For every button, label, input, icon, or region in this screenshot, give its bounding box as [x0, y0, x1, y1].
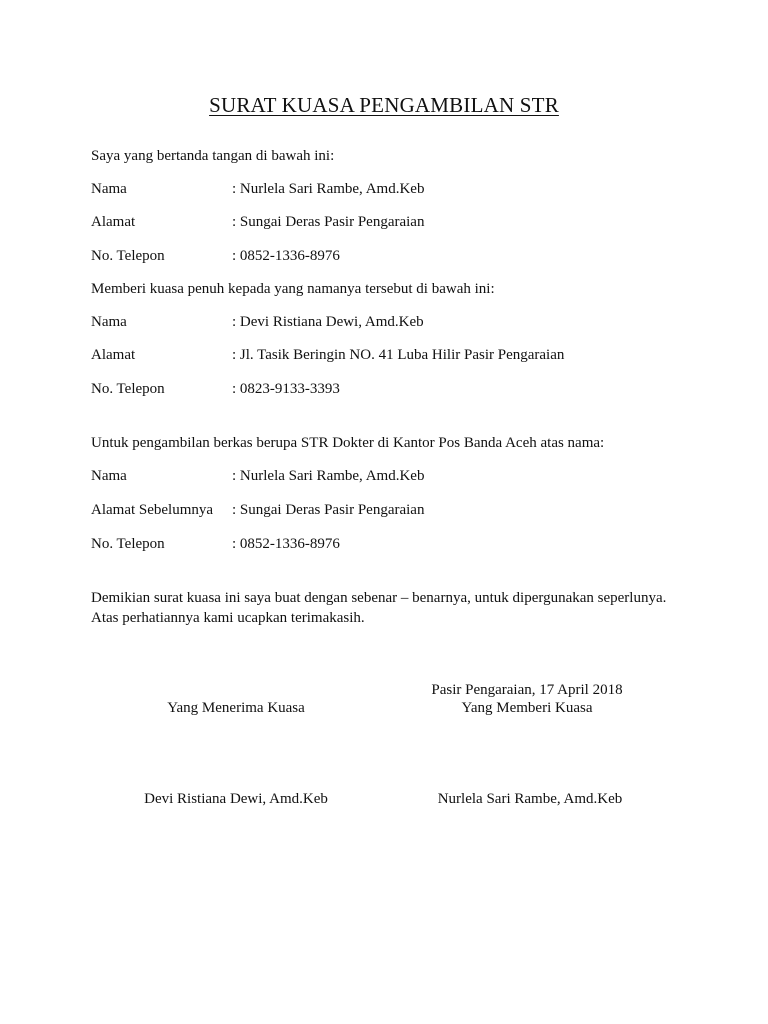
field-label: Nama — [91, 468, 127, 484]
giver-caption: Yang Memberi Kuasa — [461, 700, 593, 716]
kuasa-intro-text: Memberi kuasa penuh kepada yang namanya tersebut di bawah ini: — [91, 281, 495, 297]
field-label: No. Telepon — [91, 536, 165, 552]
giver-name: Nurlela Sari Rambe, Amd.Keb — [437, 791, 623, 807]
penerima-row-alamat — [91, 345, 691, 365]
field-value: : Jl. Tasik Beringin NO. 41 Luba Hilir Pasir Pengaraian — [232, 347, 565, 363]
field-value: : 0852-1336-8976 — [232, 536, 340, 552]
field-label: Alamat — [91, 214, 136, 230]
field-label: Alamat — [91, 347, 136, 363]
field-value: : 0852-1336-8976 — [232, 248, 340, 264]
closing-line-1: Demikian surat kuasa ini saya buat dengan sebenar – benarnya, untuk dipergunakan seperlunya. — [91, 590, 667, 606]
pemberi-row-telepon — [91, 246, 691, 266]
field-label: No. Telepon — [91, 381, 165, 397]
field-value: : Nurlela Sari Rambe, Amd.Keb — [232, 468, 425, 484]
pemberi-row-alamat — [91, 212, 691, 232]
place-date: Pasir Pengaraian, 17 April 2018 — [431, 682, 623, 698]
field-label: Nama — [91, 181, 127, 197]
field-value: : Sungai Deras Pasir Pengaraian — [232, 214, 425, 230]
pemberi-row-nama — [91, 179, 691, 199]
field-label: No. Telepon — [91, 248, 165, 264]
penerima-row-nama — [91, 312, 691, 332]
purpose-text: Untuk pengambilan berkas berupa STR Dokter di Kantor Pos Banda Aceh atas nama: — [91, 435, 605, 451]
field-value: : Devi Ristiana Dewi, Amd.Keb — [232, 314, 424, 330]
field-value: : Nurlela Sari Rambe, Amd.Keb — [232, 181, 425, 197]
field-label: Alamat Sebelumnya — [91, 502, 214, 518]
receiver-name: Devi Ristiana Dewi, Amd.Keb — [144, 791, 328, 807]
receiver-caption: Yang Menerima Kuasa — [167, 700, 305, 716]
intro-text: Saya yang bertanda tangan di bawah ini: — [91, 148, 335, 164]
penerima-row-telepon — [91, 379, 691, 399]
atas-nama-row-nama — [91, 466, 691, 486]
field-value: : Sungai Deras Pasir Pengaraian — [232, 502, 425, 518]
field-label: Nama — [91, 314, 127, 330]
atas-nama-row-telepon — [91, 534, 691, 554]
document-title: SURAT KUASA PENGAMBILAN STR — [209, 93, 559, 117]
field-value: : 0823-9133-3393 — [232, 381, 340, 397]
atas-nama-row-alamat — [91, 500, 691, 520]
closing-line-2: Atas perhatiannya kami ucapkan terimakasih. — [91, 610, 365, 626]
